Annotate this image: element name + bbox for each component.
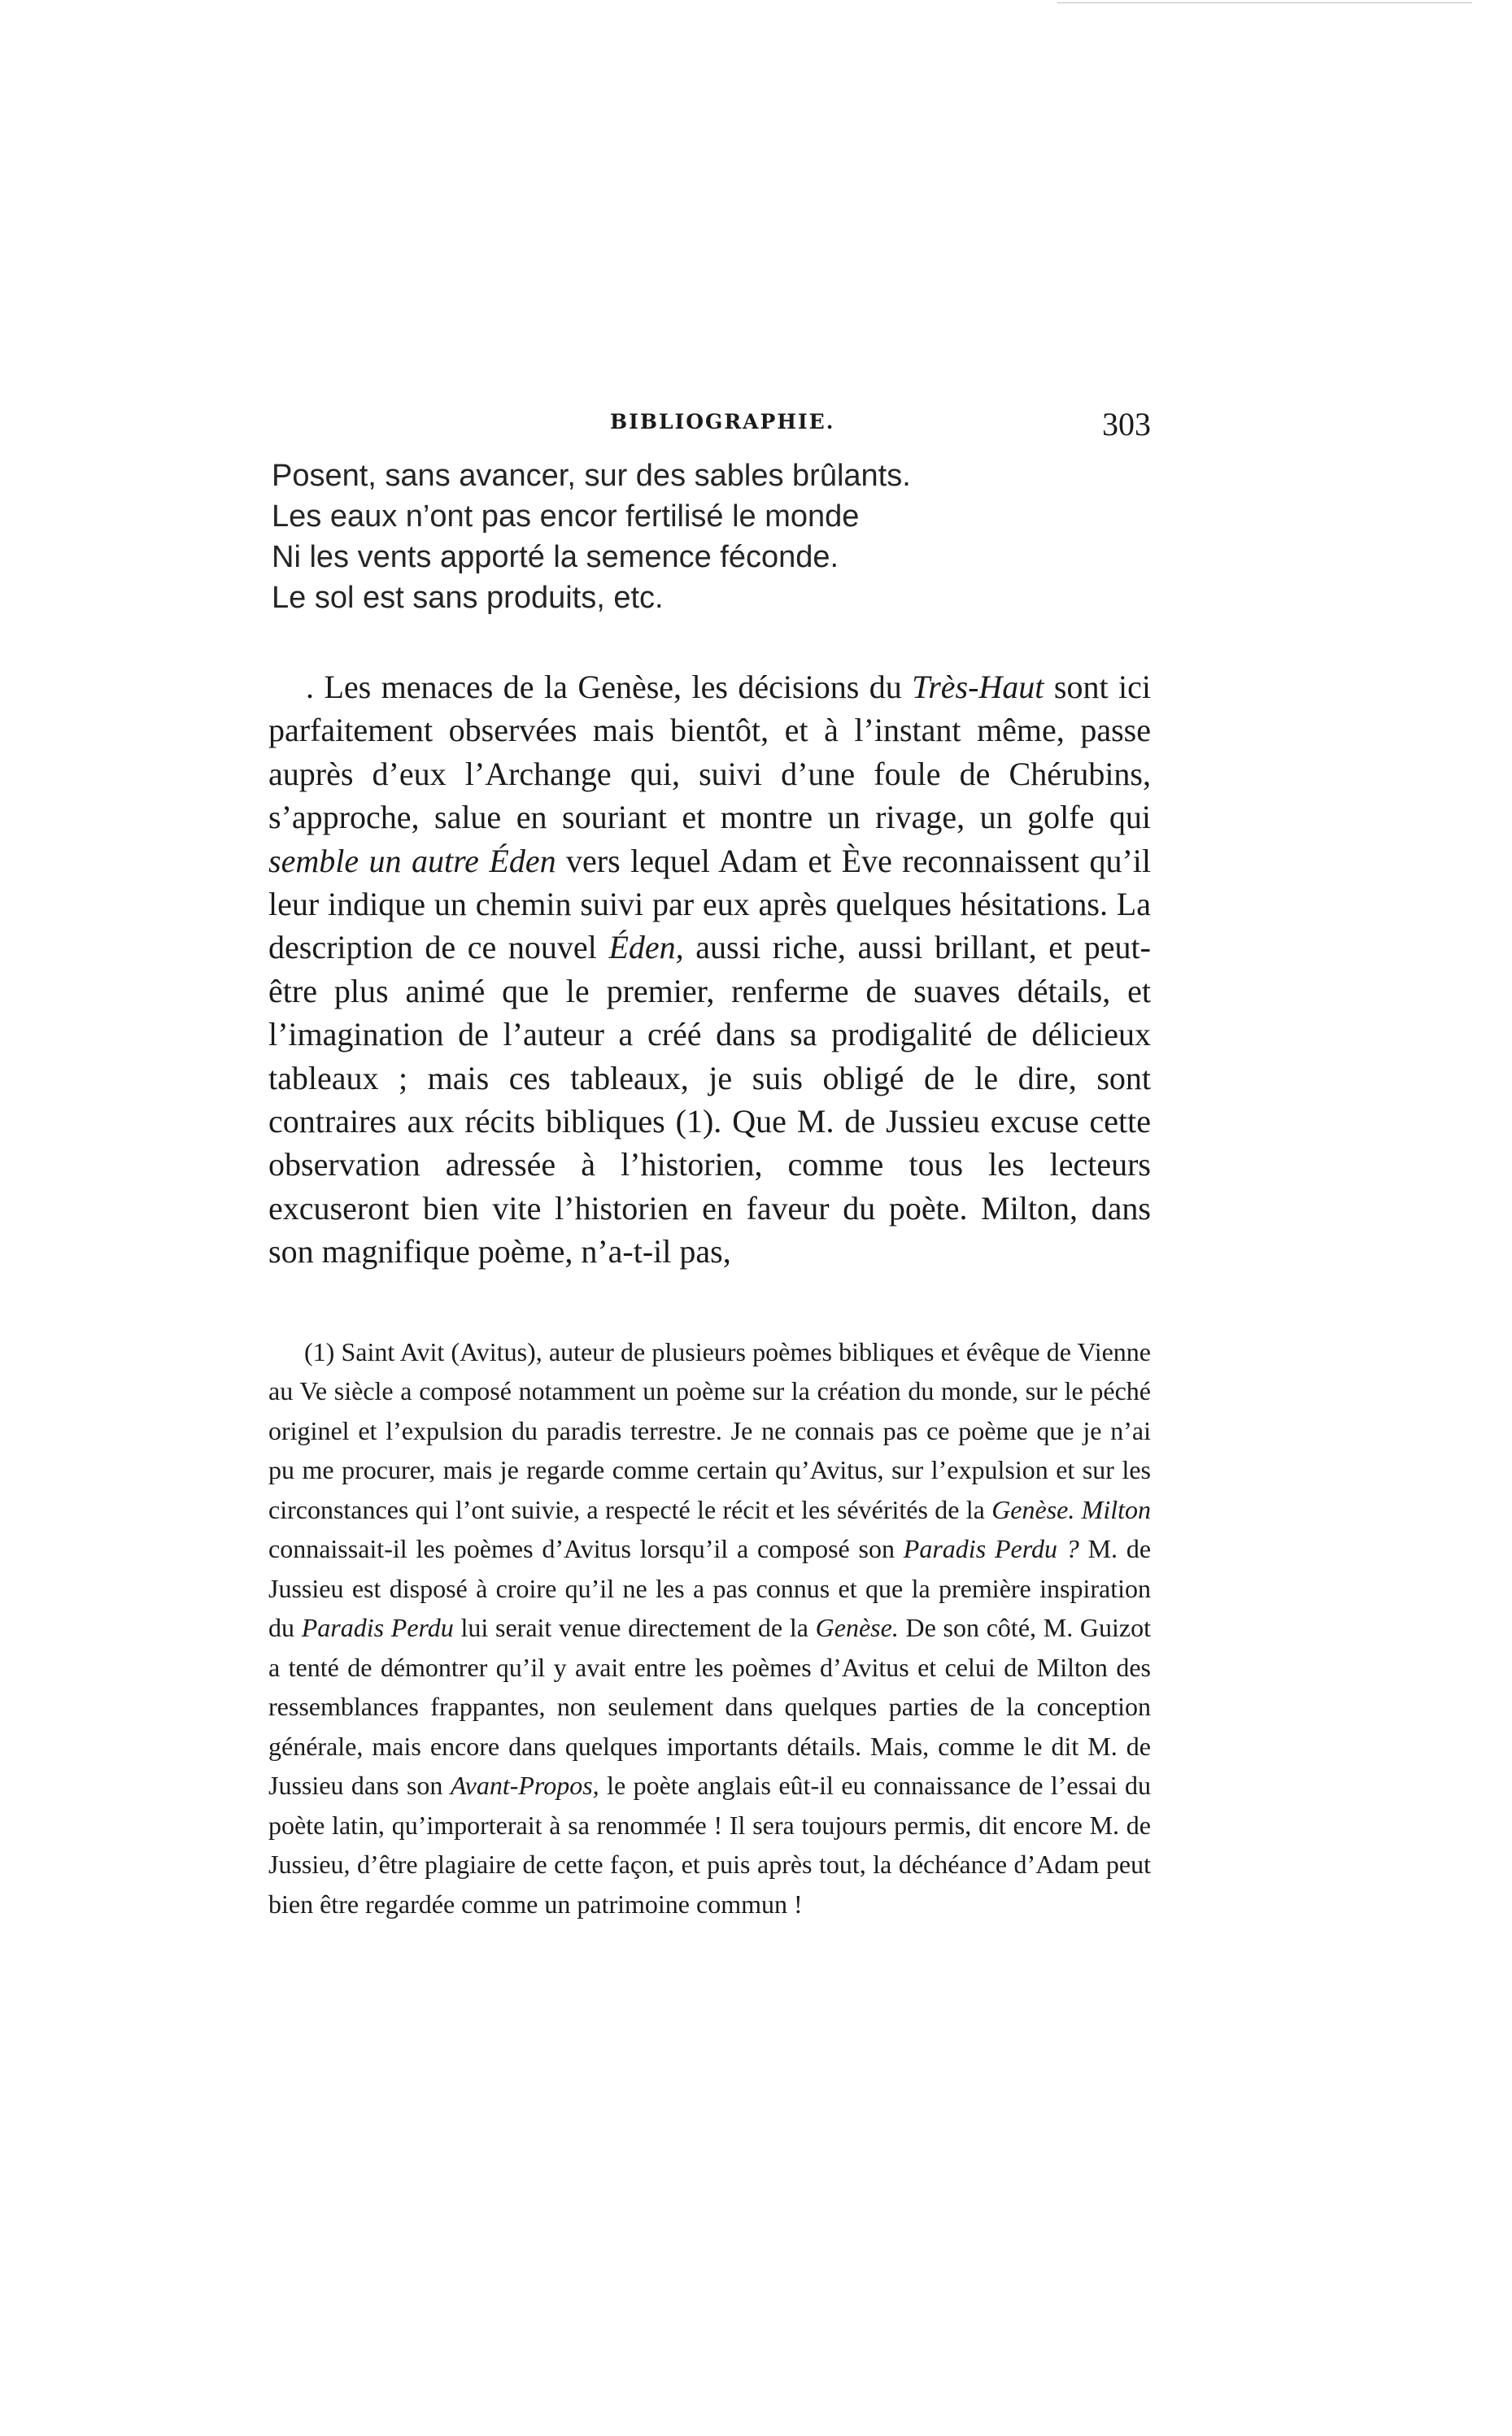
italic-run: Paradis Perdu ? bbox=[903, 1534, 1079, 1564]
italic-run: Genèse. Milton bbox=[991, 1494, 1152, 1524]
italic-run: Avant-Propos, bbox=[450, 1771, 599, 1801]
text-run: . Les menaces de la Genèse, les décisions du bbox=[306, 669, 913, 705]
footnote-text bbox=[268, 1332, 1151, 1924]
page-number: 303 bbox=[1102, 406, 1151, 442]
text-run: le poète anglais eût-il eu connaissance de l’essai du poète latin, qu’importerait à sa renommée ! Il sera toujours permis, dit encore M. de Jussieu, d’être plagiaire de cette façon, et puis après tout, la déchéance d’Adam peut bien être regardée comme un patrimoine commun ! bbox=[268, 1771, 1152, 1919]
text-run: lui serait venue directement de la bbox=[453, 1613, 816, 1643]
italic-run: Éden, bbox=[608, 929, 684, 966]
running-head: BIBLIOGRAPHIE. bbox=[610, 410, 835, 434]
verse-line: Les eaux n’ont pas encor fertilisé le monde bbox=[272, 499, 860, 534]
text-run: aussi riche, aussi brillant, et peut-être plus animé que le premier, renferme de suaves détails, et l’imagination de l’auteur a créé dans sa prodigalité de délicieux tableaux ; mais ces tableaux, je suis obligé de le dire, sont contraires aux récits bibliques (1). Que M. de Jussieu excuse cette observation adressée à l’historien, comme tous les lecteurs excuseront bien vite l’historien en faveur du poète. Milton, dans son magnifique poème, n’a-t-il pas, bbox=[268, 929, 1151, 1270]
text-run: (1) Saint Avit (Avitus), auteur de plusieurs poèmes bibliques et évêque de Vienne au Ve siècle a composé notamment un poème sur la création du monde, sur le péché originel et l’expulsion du paradis terrestre. Je ne connais pas ce poème que je n’ai pu me procurer, mais je regarde comme certain qu’Avitus, sur l’expulsion et sur les circonstances qui l’ont suivie, a respecté le récit et les sévérités de la bbox=[268, 1336, 1151, 1524]
verse-line: Le sol est sans produits, etc. bbox=[272, 581, 664, 615]
verse-quotation bbox=[272, 455, 1151, 618]
page-header bbox=[268, 407, 1151, 455]
book-page bbox=[268, 407, 1151, 1924]
text-run: sont ici parfaitement observées mais bientôt, et à l’instant même, passe auprès d’eux l’Archange qui, suivi d’une foule de Chérubins, s’approche, salue en souriant et montre un rivage, un golfe qui bbox=[268, 669, 1151, 836]
italic-run: Très-Haut bbox=[912, 669, 1044, 705]
footnote bbox=[268, 1332, 1151, 1924]
text-run: connaissait-il les poèmes d’Avitus lorsqu’il a composé son bbox=[268, 1534, 904, 1564]
main-paragraph bbox=[268, 665, 1151, 1274]
verse-line: Posent, sans avancer, sur des sables brûlants. bbox=[272, 459, 911, 493]
italic-run: Genèse. bbox=[815, 1613, 899, 1643]
verse-line: Ni les vents apporté la semence féconde. bbox=[272, 540, 839, 574]
paragraph-text bbox=[268, 665, 1151, 1274]
scan-edge-rule bbox=[1057, 2, 1472, 3]
text-run: De son côté, M. Guizot a tenté de démontrer qu’il y avait entre les poèmes d’Avitus et celui de Milton des ressemblances frappantes, non seulement dans quelques parties de la conception générale, mais encore dans quelques importants détails. Mais, comme le dit M. de Jussieu dans son bbox=[268, 1613, 1152, 1801]
text-run: M. de Jussieu est disposé à croire qu’il ne les a pas connus et que la première inspiration du bbox=[268, 1534, 1152, 1643]
italic-run: Paradis Perdu bbox=[301, 1613, 454, 1643]
italic-run: semble un autre Éden bbox=[268, 842, 556, 879]
text-run: vers lequel Adam et Ève reconnaissent qu’il leur indique un chemin suivi par eux après quelques hésitations. La description de ce nouvel bbox=[268, 842, 1152, 966]
